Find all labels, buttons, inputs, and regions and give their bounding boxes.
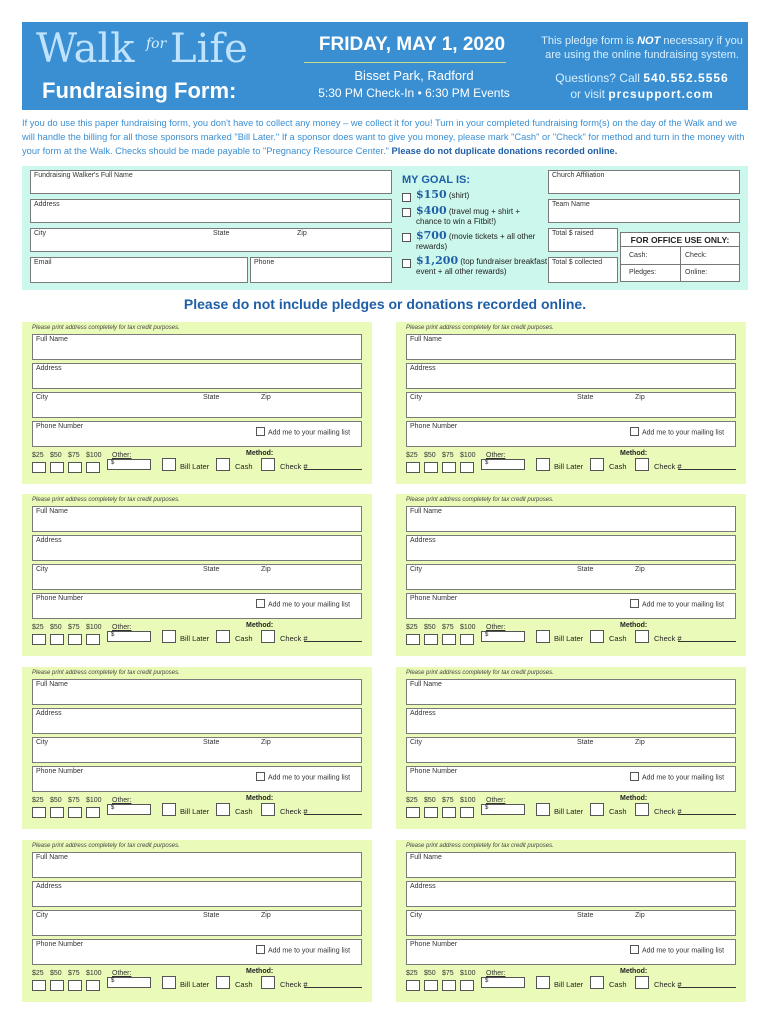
walker-city-field[interactable]: City State Zip <box>30 228 392 252</box>
mailing-list-checkbox[interactable] <box>256 772 265 781</box>
contact-website[interactable]: prcsupport.com <box>608 87 714 101</box>
bill-later-checkbox[interactable] <box>536 803 550 816</box>
check-label: Check # <box>654 980 682 989</box>
other-amount-label: Other: <box>486 452 506 459</box>
sponsor-address-field[interactable]: Address <box>406 708 736 734</box>
bill-later-box-extra[interactable] <box>590 803 604 816</box>
amount-100-box[interactable] <box>86 807 100 818</box>
bill-later-box-extra[interactable] <box>590 458 604 471</box>
sponsor-phone-field[interactable]: Phone Number <box>406 421 736 447</box>
goal-150-checkbox[interactable] <box>402 193 411 202</box>
check-label: Check # <box>654 462 682 471</box>
mailing-list-checkbox[interactable] <box>630 945 639 954</box>
other-amount-label: Other: <box>112 970 132 977</box>
amount-labels: $25 $50 $75 $100 <box>32 797 102 804</box>
team-field[interactable]: Team Name <box>548 199 740 223</box>
instructions-warning: Please do not duplicate donations recorded online. <box>391 146 618 156</box>
cash-checkbox[interactable] <box>635 458 649 471</box>
bill-later-box-extra[interactable] <box>590 976 604 989</box>
amount-50-box[interactable] <box>424 807 438 818</box>
check-label: Check # <box>280 980 308 989</box>
goal-title: MY GOAL IS: <box>402 174 471 186</box>
logo-walk-text: Walk <box>36 26 135 72</box>
sponsor-name-field[interactable]: Full Name <box>406 679 736 705</box>
office-online: Online: <box>685 269 708 276</box>
other-amount-label: Other: <box>486 797 506 804</box>
sponsor-card <box>22 840 372 1002</box>
sponsor-address-field[interactable]: Address <box>406 881 736 907</box>
total-collected-field[interactable]: Total $ collected <box>548 257 618 283</box>
amount-100-box[interactable] <box>460 462 474 473</box>
amount-50-box[interactable] <box>50 634 64 645</box>
office-check: Check: <box>685 252 707 259</box>
cash-label: Cash <box>235 980 253 989</box>
cash-label: Cash <box>609 462 627 471</box>
sponsor-phone-field[interactable]: Phone Number <box>32 421 362 447</box>
other-amount-label: Other: <box>112 624 132 631</box>
sponsor-card <box>22 322 372 484</box>
bill-later-label: Bill Later <box>554 462 584 471</box>
office-pledges: Pledges: <box>629 269 657 276</box>
duplicate-warning-banner: Please do not include pledges or donations recorded online. <box>183 296 587 312</box>
amount-100-box[interactable] <box>460 807 474 818</box>
tax-hint: Please print address completely for tax credit purposes. <box>32 497 180 503</box>
tax-hint: Please print address completely for tax credit purposes. <box>406 497 554 503</box>
check-label: Check # <box>280 807 308 816</box>
bill-later-label: Bill Later <box>554 634 584 643</box>
other-amount-field[interactable]: $ <box>481 459 525 470</box>
method-label: Method: <box>620 795 648 802</box>
tax-hint: Please print address completely for tax credit purposes. <box>32 670 180 676</box>
event-time: 5:30 PM Check-In • 6:30 PM Events <box>318 86 510 100</box>
mailing-list-checkbox[interactable] <box>630 772 639 781</box>
sponsor-address-field[interactable]: Address <box>32 535 362 561</box>
sponsor-phone-field[interactable]: Phone Number <box>32 766 362 792</box>
amount-75-box[interactable] <box>442 634 456 645</box>
bill-later-box-extra[interactable] <box>590 630 604 643</box>
mailing-list-checkbox[interactable] <box>256 945 265 954</box>
bill-later-checkbox[interactable] <box>162 803 176 816</box>
sponsor-address-field[interactable]: Address <box>406 363 736 389</box>
amount-25-box[interactable] <box>32 462 46 473</box>
header-banner <box>22 22 748 110</box>
method-label: Method: <box>246 622 274 629</box>
method-label: Method: <box>620 622 648 629</box>
amount-100-box[interactable] <box>86 634 100 645</box>
form-subtitle: Fundraising Form: <box>42 78 237 103</box>
sponsor-phone-field[interactable]: Phone Number <box>406 939 736 965</box>
amount-75-box[interactable] <box>442 980 456 991</box>
check-label: Check # <box>280 462 308 471</box>
tax-hint: Please print address completely for tax credit purposes. <box>406 670 554 676</box>
amount-25-box[interactable] <box>32 807 46 818</box>
office-use-title: FOR OFFICE USE ONLY: <box>621 233 739 247</box>
sponsor-phone-field[interactable]: Phone Number <box>32 939 362 965</box>
method-label: Method: <box>246 968 274 975</box>
amount-100-box[interactable] <box>86 462 100 473</box>
cash-checkbox[interactable] <box>261 458 275 471</box>
sponsor-card <box>396 840 746 1002</box>
amount-25-box[interactable] <box>406 462 420 473</box>
bill-later-box-extra[interactable] <box>216 976 230 989</box>
office-use-box <box>620 232 740 282</box>
amount-50-box[interactable] <box>424 980 438 991</box>
church-field[interactable]: Church Affiliation <box>548 170 740 194</box>
sponsor-address-field[interactable]: Address <box>32 708 362 734</box>
bill-later-label: Bill Later <box>180 980 210 989</box>
mailing-list-option[interactable]: Add me to your mailing list <box>256 600 350 609</box>
amount-50-box[interactable] <box>424 462 438 473</box>
method-label: Method: <box>246 795 274 802</box>
other-amount-label: Other: <box>486 624 506 631</box>
sponsor-city-field[interactable]: City State Zip <box>406 564 736 590</box>
walker-email-field[interactable]: Email <box>30 257 248 283</box>
cash-checkbox[interactable] <box>261 630 275 643</box>
bill-later-checkbox[interactable] <box>536 976 550 989</box>
office-cash: Cash: <box>629 252 648 259</box>
sponsor-city-field[interactable]: City State Zip <box>406 910 736 936</box>
goal-400-checkbox[interactable] <box>402 208 411 217</box>
instructions-paragraph: If you do use this paper fundraising form, you don't have to collect any money – we collect it for you! Turn in your completed fundraising form(s) on the day of the Walk and we will handle the billing for all those sponsors marked "Bill Later." If a sponsor does want to give you money, please mark "Cash" or "Check" for method and turn in the money with your form at the Walk. Checks should be made payable to "Pregnancy Resource Center." Please do not duplicate donations recorded online. <box>22 118 745 156</box>
bill-later-checkbox[interactable] <box>536 630 550 643</box>
walker-name-field[interactable]: Fundraising Walker's Full Name <box>30 170 392 194</box>
amount-50-box[interactable] <box>50 462 64 473</box>
logo-for-text: for <box>146 36 167 52</box>
amount-100-box[interactable] <box>86 980 100 991</box>
walker-address-field[interactable]: Address <box>30 199 392 223</box>
sponsor-name-field[interactable]: Full Name <box>406 852 736 878</box>
goal-1200-checkbox[interactable] <box>402 259 411 268</box>
other-amount-label: Other: <box>112 452 132 459</box>
amount-75-box[interactable] <box>68 634 82 645</box>
amount-50-box[interactable] <box>50 980 64 991</box>
amount-25-box[interactable] <box>32 634 46 645</box>
logo-life-text: Life <box>170 26 248 72</box>
amount-75-box[interactable] <box>442 807 456 818</box>
cash-checkbox[interactable] <box>635 976 649 989</box>
method-label: Method: <box>246 450 274 457</box>
amount-labels: $25 $50 $75 $100 <box>406 797 476 804</box>
check-label: Check # <box>654 634 682 643</box>
amount-100-box[interactable] <box>460 634 474 645</box>
mailing-list-checkbox[interactable] <box>256 427 265 436</box>
sponsor-city-field[interactable]: City State Zip <box>406 392 736 418</box>
sponsor-card <box>22 667 372 829</box>
sponsor-city-field[interactable]: City State Zip <box>32 737 362 763</box>
walker-phone-field[interactable]: Phone <box>250 257 392 283</box>
sponsor-name-field[interactable]: Full Name <box>406 506 736 532</box>
mailing-list-option[interactable]: Add me to your mailing list <box>256 946 350 955</box>
check-number-line[interactable] <box>304 463 362 470</box>
sponsor-name-field[interactable]: Full Name <box>32 334 362 360</box>
bill-later-label: Bill Later <box>180 807 210 816</box>
goal-150-label: $150 (shirt) <box>416 188 470 201</box>
check-number-line[interactable] <box>678 463 736 470</box>
sponsor-address-field[interactable]: Address <box>32 363 362 389</box>
other-amount-field[interactable]: $ <box>481 631 525 642</box>
office-divider-h <box>621 264 739 265</box>
sponsor-address-field[interactable]: Address <box>32 881 362 907</box>
amount-75-box[interactable] <box>68 980 82 991</box>
amount-75-box[interactable] <box>442 462 456 473</box>
check-number-line[interactable] <box>678 981 736 988</box>
other-amount-field[interactable]: $ <box>107 977 151 988</box>
contact-phone[interactable]: 540.552.5556 <box>643 71 729 85</box>
amount-labels: $25 $50 $75 $100 <box>406 624 476 631</box>
mailing-list-option[interactable]: Add me to your mailing list <box>630 600 724 609</box>
check-number-line[interactable] <box>678 808 736 815</box>
cash-label: Cash <box>609 980 627 989</box>
amount-75-box[interactable] <box>68 462 82 473</box>
amount-labels: $25 $50 $75 $100 <box>32 624 102 631</box>
other-amount-label: Other: <box>486 970 506 977</box>
bill-later-box-extra[interactable] <box>216 803 230 816</box>
mailing-list-option[interactable]: Add me to your mailing list <box>630 946 724 955</box>
mailing-list-option[interactable]: Add me to your mailing list <box>630 428 724 437</box>
amount-labels: $25 $50 $75 $100 <box>32 452 102 459</box>
mailing-list-checkbox[interactable] <box>256 599 265 608</box>
sponsor-city-field[interactable]: City State Zip <box>32 910 362 936</box>
sponsor-phone-field[interactable]: Phone Number <box>32 593 362 619</box>
cash-label: Cash <box>609 807 627 816</box>
cash-label: Cash <box>609 634 627 643</box>
sponsor-city-field[interactable]: City State Zip <box>32 392 362 418</box>
contact-info: Questions? Call 540.552.5556 or visit prcsupport.com <box>555 71 729 101</box>
other-amount-field[interactable]: $ <box>481 804 525 815</box>
goal-700-checkbox[interactable] <box>402 233 411 242</box>
bill-later-checkbox[interactable] <box>162 976 176 989</box>
bill-later-label: Bill Later <box>554 807 584 816</box>
sponsor-card <box>396 667 746 829</box>
bill-later-label: Bill Later <box>180 462 210 471</box>
sponsor-address-field[interactable]: Address <box>406 535 736 561</box>
event-date: FRIDAY, MAY 1, 2020 <box>318 34 506 55</box>
amount-labels: $25 $50 $75 $100 <box>32 970 102 977</box>
goal-1200-label: $1,200 (top fundraiser breakfast event + all other rewards) <box>416 254 548 276</box>
other-amount-field[interactable]: $ <box>107 804 151 815</box>
cash-label: Cash <box>235 634 253 643</box>
sponsor-phone-field[interactable]: Phone Number <box>406 593 736 619</box>
amount-labels: $25 $50 $75 $100 <box>406 970 476 977</box>
sponsor-card <box>396 322 746 484</box>
bill-later-checkbox[interactable] <box>536 458 550 471</box>
bill-later-checkbox[interactable] <box>162 458 176 471</box>
amount-25-box[interactable] <box>406 980 420 991</box>
cash-label: Cash <box>235 462 253 471</box>
amount-100-box[interactable] <box>460 980 474 991</box>
sponsor-card <box>396 494 746 656</box>
tax-hint: Please print address completely for tax credit purposes. <box>32 843 180 849</box>
amount-50-box[interactable] <box>424 634 438 645</box>
mailing-list-option[interactable]: Add me to your mailing list <box>256 428 350 437</box>
total-raised-field[interactable]: Total $ raised <box>548 228 618 252</box>
bill-later-box-extra[interactable] <box>216 630 230 643</box>
header-divider <box>304 62 506 63</box>
sponsor-card <box>22 494 372 656</box>
amount-75-box[interactable] <box>68 807 82 818</box>
cash-label: Cash <box>235 807 253 816</box>
amount-50-box[interactable] <box>50 807 64 818</box>
mailing-list-checkbox[interactable] <box>630 599 639 608</box>
goal-700-label: $700 (movie tickets + all other rewards) <box>416 229 536 251</box>
cash-checkbox[interactable] <box>635 803 649 816</box>
other-amount-field[interactable]: $ <box>481 977 525 988</box>
check-number-line[interactable] <box>304 981 362 988</box>
mailing-list-option[interactable]: Add me to your mailing list <box>256 773 350 782</box>
goal-400-label: $400 (travel mug + shirt + chance to win a Fitbit!) <box>416 204 520 226</box>
check-label: Check # <box>654 807 682 816</box>
sponsor-city-field[interactable]: City State Zip <box>406 737 736 763</box>
cash-checkbox[interactable] <box>635 630 649 643</box>
cash-checkbox[interactable] <box>261 803 275 816</box>
other-amount-field[interactable]: $ <box>107 631 151 642</box>
check-label: Check # <box>280 634 308 643</box>
amount-25-box[interactable] <box>406 807 420 818</box>
tax-hint: Please print address completely for tax credit purposes. <box>406 843 554 849</box>
mailing-list-option[interactable]: Add me to your mailing list <box>630 773 724 782</box>
amount-25-box[interactable] <box>32 980 46 991</box>
method-label: Method: <box>620 968 648 975</box>
sponsor-name-field[interactable]: Full Name <box>32 852 362 878</box>
tax-hint: Please print address completely for tax credit purposes. <box>32 325 180 331</box>
sponsor-phone-field[interactable]: Phone Number <box>406 766 736 792</box>
mailing-list-checkbox[interactable] <box>630 427 639 436</box>
bill-later-checkbox[interactable] <box>162 630 176 643</box>
tax-hint: Please print address completely for tax credit purposes. <box>406 325 554 331</box>
sponsor-name-field[interactable]: Full Name <box>406 334 736 360</box>
sponsor-name-field[interactable]: Full Name <box>32 506 362 532</box>
amount-25-box[interactable] <box>406 634 420 645</box>
online-note: This pledge form is NOT necessary if you are using the online fundraising system. <box>541 35 743 61</box>
amount-labels: $25 $50 $75 $100 <box>406 452 476 459</box>
method-label: Method: <box>620 450 648 457</box>
other-amount-field[interactable]: $ <box>107 459 151 470</box>
bill-later-box-extra[interactable] <box>216 458 230 471</box>
sponsor-name-field[interactable]: Full Name <box>32 679 362 705</box>
check-number-line[interactable] <box>678 635 736 642</box>
other-amount-label: Other: <box>112 797 132 804</box>
sponsor-city-field[interactable]: City State Zip <box>32 564 362 590</box>
check-number-line[interactable] <box>304 808 362 815</box>
bill-later-label: Bill Later <box>180 634 210 643</box>
check-number-line[interactable] <box>304 635 362 642</box>
event-location: Bisset Park, Radford <box>354 68 474 83</box>
cash-checkbox[interactable] <box>261 976 275 989</box>
bill-later-label: Bill Later <box>554 980 584 989</box>
